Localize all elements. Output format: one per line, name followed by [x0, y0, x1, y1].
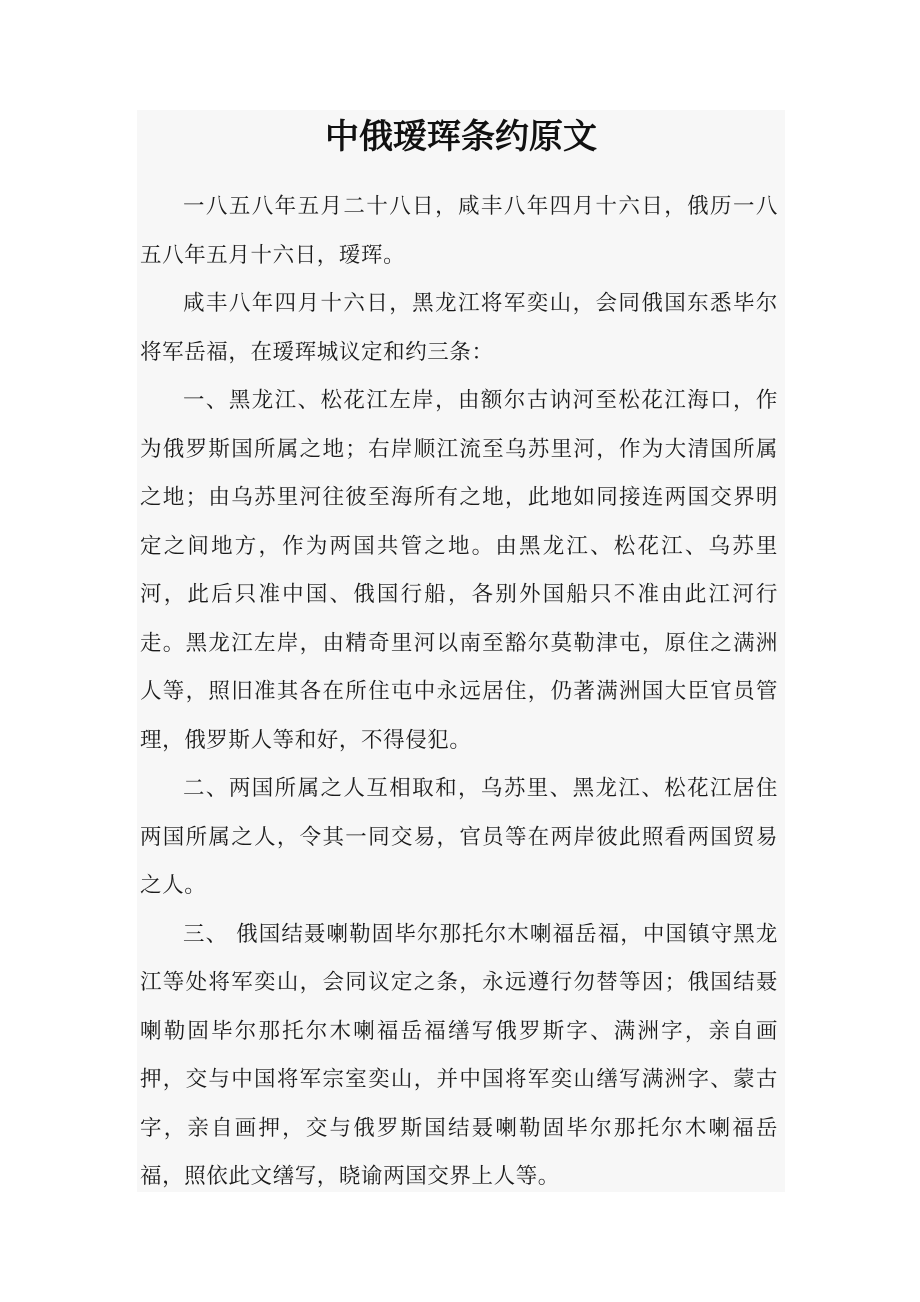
- document-body: [140, 183, 778, 1202]
- paragraph-article-1: 一、黑龙江、松花江左岸，由额尔古讷河至松花江海口，作为俄罗斯国所属之地；右岸顺江流至乌苏里河，作为大清国所属之地；由乌苏里河往彼至海所有之地，此地如同接连两国交界明定之间地方，作为两国共管之地。由黑龙江、松花江、乌苏里河，此后只准中国、俄国行船，各别外国船只不准由此江河行走。黑龙江左岸，由精奇里河以南至豁尔莫勒津屯，原住之满洲人等，照旧准其各在所住屯中永远居住，仍著满洲国大臣官员管理，俄罗斯人等和好，不得侵犯。: [140, 388, 778, 753]
- paragraph-preamble: 咸丰八年四月十六日，黑龙江将军奕山，会同俄国东悉毕尔将军岳福，在瑷珲城议定和约三条：: [140, 291, 778, 365]
- paragraph-article-2: 二、两国所属之人互相取和，乌苏里、黑龙江、松花江居住两国所属之人，令其一同交易，官员等在两岸彼此照看两国贸易之人。: [140, 776, 778, 898]
- document-title: 中俄瑷珲条约原文: [325, 117, 597, 157]
- paragraph-article-3: 三、 俄国结聂喇勒固毕尔那托尔木喇福岳福，中国镇守黑龙江等处将军奕山，会同议定之条，永远遵行勿替等因；俄国结聂喇勒固毕尔那托尔木喇福岳福缮写俄罗斯字、满洲字，亲自画押，交与中国将军宗室奕山，并中国将军奕山缮写满洲字、蒙古字，亲自画押，交与俄罗斯国结聂喇勒固毕尔那托尔木喇福岳福，照依此文缮写，晓谕两国交界上人等。: [140, 921, 778, 1189]
- paragraph-date: 一八五八年五月二十八日，咸丰八年四月十六日，俄历一八五八年五月十六日，瑷珲。: [140, 194, 778, 268]
